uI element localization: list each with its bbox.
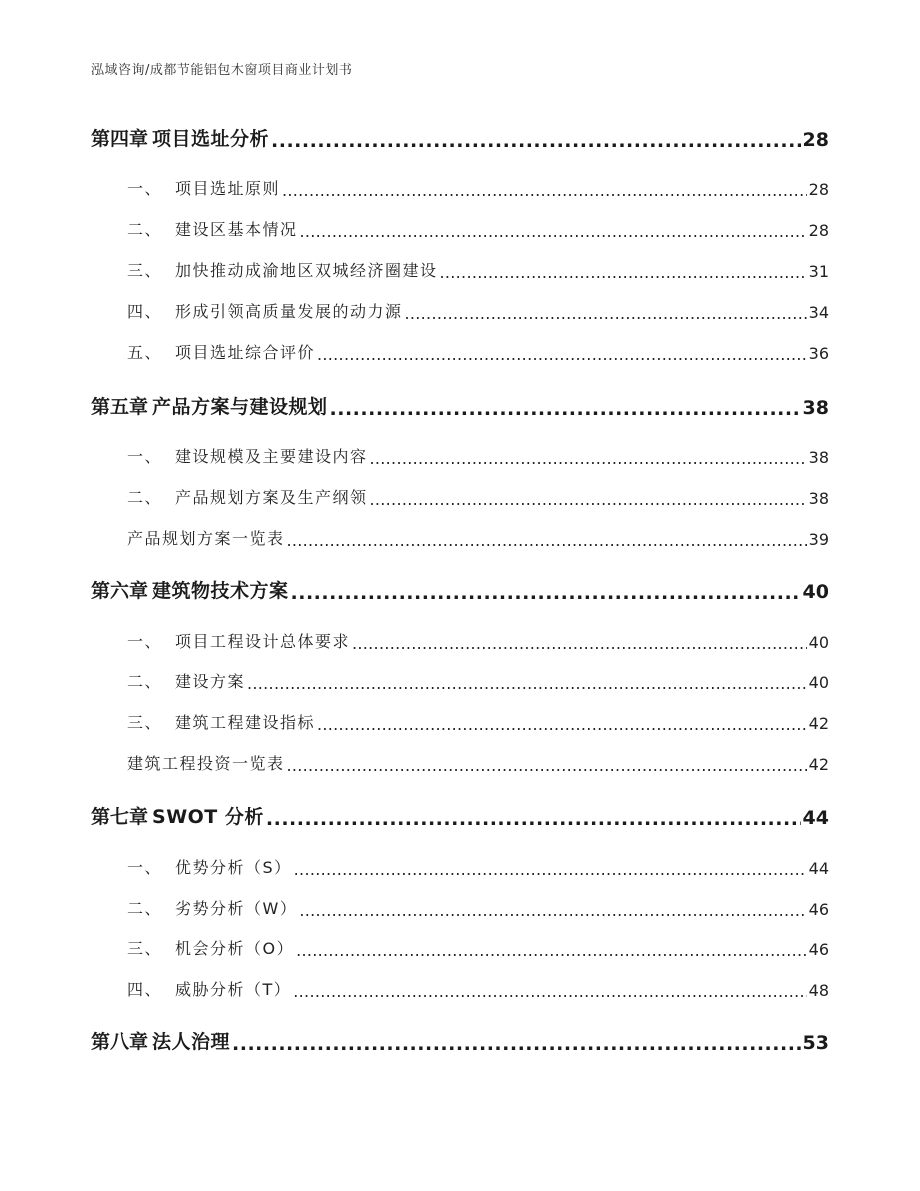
- toc-page-number: 28: [802, 129, 829, 151]
- toc-page-number: 40: [802, 581, 829, 603]
- toc-section-number: 三、: [127, 713, 163, 732]
- toc-leader-dots: [296, 943, 807, 959]
- toc-section[interactable]: [127, 340, 829, 363]
- toc-leader-dots: [247, 676, 807, 692]
- toc-section-number: 一、: [127, 447, 163, 466]
- toc-page-number: 38: [808, 448, 829, 467]
- toc-page-number: 53: [802, 1032, 829, 1054]
- toc-page-number: 40: [808, 633, 829, 652]
- toc-section-number: 一、: [127, 179, 163, 198]
- toc-section[interactable]: [127, 629, 829, 652]
- toc-leader-dots: [370, 492, 807, 508]
- toc-page-number: 46: [808, 900, 829, 919]
- toc-section-title: 加快推动成渝地区双城经济圈建设: [175, 261, 438, 280]
- toc-chapter-number: 第七章: [91, 806, 149, 828]
- toc-chapter-5[interactable]: [91, 392, 829, 419]
- toc-section[interactable]: [127, 444, 829, 467]
- toc-section-title: 项目选址原则: [175, 179, 281, 198]
- toc-section-number: 二、: [127, 899, 163, 918]
- toc-section-title: 劣势分析（W）: [175, 899, 298, 918]
- toc-table-entry[interactable]: [127, 751, 829, 774]
- toc-leader-dots: [232, 1035, 801, 1054]
- toc-table-title: 建筑工程投资一览表: [127, 754, 285, 773]
- toc-leader-dots: [317, 347, 807, 363]
- toc-chapter-title: 法人治理: [152, 1031, 231, 1053]
- toc-leader-dots: [405, 306, 807, 322]
- toc-chapter-title: 建筑物技术方案: [152, 580, 289, 602]
- toc-section-title: 建设区基本情况: [175, 220, 298, 239]
- toc-section[interactable]: [127, 299, 829, 322]
- toc-section-title: 建筑工程建设指标: [175, 713, 316, 732]
- toc-leader-dots: [299, 903, 806, 919]
- toc-leader-dots: [352, 636, 807, 652]
- toc-section-title: 优势分析（S）: [175, 858, 292, 877]
- toc-leader-dots: [370, 451, 807, 467]
- toc-section-title: 建设方案: [175, 672, 246, 691]
- toc-page-number: 28: [808, 221, 829, 240]
- toc-section[interactable]: [127, 485, 829, 508]
- toc-chapter-title: SWOT 分析: [152, 806, 264, 828]
- toc-chapter-number: 第六章: [91, 580, 149, 602]
- toc-page-number: 38: [808, 489, 829, 508]
- toc-leader-dots: [291, 584, 801, 603]
- toc-leader-dots: [330, 400, 801, 419]
- toc-page-number: 39: [808, 530, 829, 549]
- toc-section-number: 四、: [127, 980, 163, 999]
- toc-chapter-4[interactable]: [91, 124, 829, 151]
- toc-leader-dots: [282, 183, 807, 199]
- toc-leader-dots: [294, 862, 807, 878]
- toc-leader-dots: [287, 533, 807, 549]
- toc-section[interactable]: [127, 936, 829, 959]
- toc-section[interactable]: [127, 855, 829, 878]
- toc-section[interactable]: [127, 977, 829, 1000]
- toc-section-number: 二、: [127, 488, 163, 507]
- toc-section[interactable]: [127, 669, 829, 692]
- toc-section-number: 一、: [127, 858, 163, 877]
- toc-leader-dots: [287, 758, 807, 774]
- toc-section-number: 四、: [127, 302, 163, 321]
- toc-chapter-number: 第八章: [91, 1031, 149, 1053]
- toc-page-number: 34: [808, 303, 829, 322]
- toc-chapter-number: 第四章: [91, 128, 149, 150]
- toc-chapter-8[interactable]: [91, 1027, 829, 1054]
- toc-section-title: 产品规划方案及生产纲领: [175, 488, 368, 507]
- toc-section[interactable]: [127, 710, 829, 733]
- toc-page-number: 44: [802, 807, 829, 829]
- toc-leader-dots: [440, 265, 807, 281]
- toc-table-title: 产品规划方案一览表: [127, 529, 285, 548]
- toc-section-title: 项目工程设计总体要求: [175, 632, 351, 651]
- toc-leader-dots: [300, 224, 807, 240]
- toc-leader-dots: [293, 984, 806, 1000]
- toc-chapter-7[interactable]: [91, 802, 829, 829]
- toc-section-number: 三、: [127, 939, 163, 958]
- toc-page-number: 31: [808, 262, 829, 281]
- toc-section[interactable]: [127, 258, 829, 281]
- toc-section-title: 项目选址综合评价: [175, 343, 316, 362]
- toc-chapter-number: 第五章: [91, 396, 149, 418]
- toc-section-number: 二、: [127, 672, 163, 691]
- toc-leader-dots: [271, 132, 801, 151]
- toc-section-number: 五、: [127, 343, 163, 362]
- toc-chapter-6[interactable]: [91, 576, 829, 603]
- toc-section-number: 二、: [127, 220, 163, 239]
- toc-chapter-title: 项目选址分析: [152, 128, 270, 150]
- toc-leader-dots: [317, 717, 807, 733]
- toc-section-number: 三、: [127, 261, 163, 280]
- toc-page-number: 28: [808, 180, 829, 199]
- toc-page-number: 40: [808, 673, 829, 692]
- toc-section[interactable]: [127, 176, 829, 199]
- toc-page-number: 38: [802, 397, 829, 419]
- toc-table-entry[interactable]: [127, 526, 829, 549]
- toc-page-number: 42: [808, 755, 829, 774]
- toc-section[interactable]: [127, 896, 829, 919]
- toc-leader-dots: [266, 810, 801, 829]
- toc-page-number: 48: [808, 981, 829, 1000]
- toc-section-title: 形成引领高质量发展的动力源: [175, 302, 403, 321]
- toc-section[interactable]: [127, 217, 829, 240]
- document-header: 泓域咨询/成都节能铝包木窗项目商业计划书: [91, 63, 353, 78]
- toc-chapter-title: 产品方案与建设规划: [152, 396, 328, 418]
- toc-page-number: 44: [808, 859, 829, 878]
- toc-page-number: 36: [808, 344, 829, 363]
- toc-page-number: 46: [808, 940, 829, 959]
- toc-section-number: 一、: [127, 632, 163, 651]
- toc-section-title: 机会分析（O）: [175, 939, 295, 958]
- toc-section-title: 威胁分析（T）: [175, 980, 292, 999]
- toc-page-number: 42: [808, 714, 829, 733]
- toc-section-title: 建设规模及主要建设内容: [175, 447, 368, 466]
